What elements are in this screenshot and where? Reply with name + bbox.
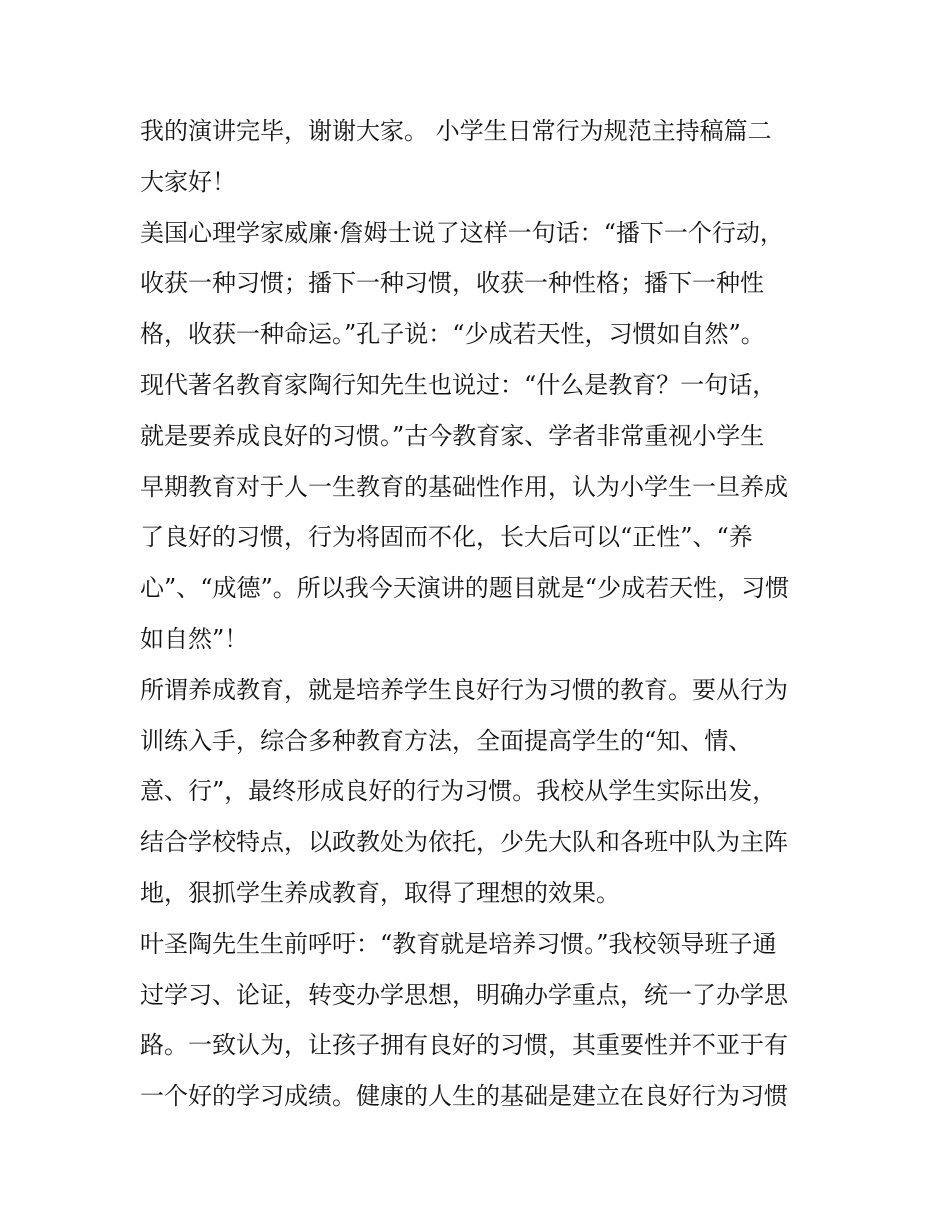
text-line: 收获一种习惯；播下一种习惯，收获一种性格；播下一种性 [140, 269, 764, 298]
text-line: 心”、“成德”。所以我今天演讲的题目就是“少成若天性，习惯 [140, 574, 790, 603]
text-line: 早期教育对于人一生教育的基础性作用，认为小学生一旦养成 [140, 472, 788, 501]
document-body [140, 106, 830, 1122]
text-line: 路。一致认为，让孩子拥有良好的习惯，其重要性并不亚于有 [140, 1031, 788, 1060]
text-line: 就是要养成良好的习惯。”古今教育家、学者非常重视小学生 [140, 421, 765, 450]
text-line: 我的演讲完毕，谢谢大家。 小学生日常行为规范主持稿篇二 [140, 117, 772, 145]
text-line: 所谓养成教育，就是培养学生良好行为习惯的教育。要从行为 [140, 675, 788, 704]
text-line: 现代著名教育家陶行知先生也说过：“什么是教育？一句话， [140, 370, 777, 399]
text-line: 如自然”！ [140, 624, 249, 653]
text-line: 地，狠抓学生养成教育，取得了理想的效果。 [140, 878, 620, 907]
text-line: 叶圣陶先生生前呼吁：“教育就是培养习惯。”我校领导班子通 [140, 929, 777, 958]
text-line: 训练入手，综合多种教育方法，全面提高学生的“知、情、 [140, 726, 753, 755]
text-line: 结合学校特点，以政教处为依托，少先大队和各班中队为主阵 [140, 828, 788, 857]
text-line: 一个好的学习成绩。健康的人生的基础是建立在良好行为习惯 [140, 1082, 788, 1111]
text-line: 了良好的习惯，行为将固而不化，长大后可以“正性”、“养 [140, 523, 753, 552]
text-line: 过学习、论证，转变办学思想，明确办学重点，统一了办学思 [140, 980, 788, 1009]
text-line: 大家好！ [140, 167, 236, 196]
text-line: 格，收获一种命运。”孔子说：“少成若天性，习惯如自然”。 [140, 320, 765, 349]
text-line: 美国心理学家威廉·詹姆士说了这样一句话：“播下一个行动， [140, 218, 784, 247]
text-line: 意、行”，最终形成良好的行为习惯。我校从学生实际出发， [140, 777, 777, 806]
